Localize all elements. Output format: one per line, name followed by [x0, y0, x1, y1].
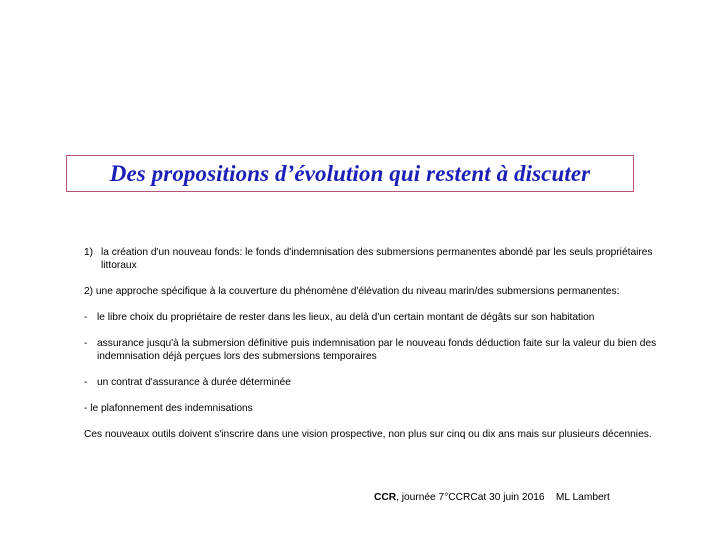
numbered-item-2	[84, 285, 688, 298]
item-1-marker: 1)	[84, 247, 94, 258]
bullet-3-text: un contrat d'assurance à durée déterminée	[97, 377, 291, 388]
bullet-item-2	[84, 337, 688, 363]
item-2-text: 2) une approche spécifique à la couverture du phénomène d'élévation du niveau marin/des submersions permanentes:	[84, 286, 620, 297]
bullet-3-marker: -	[84, 377, 88, 388]
bullet-2-text: assurance jusqu'à la submersion définitive puis indemnisation par le nouveau fonds déduction faite sur la valeur du bien des indemnisation déjà perçues lors des submersions temporaires	[97, 338, 657, 362]
slide-content	[84, 246, 688, 441]
plafonnement-text: - le plafonnement des indemnisations	[84, 403, 253, 414]
slide-title: Des propositions d’évolution qui restent à discuter	[109, 160, 591, 186]
numbered-item-1	[84, 246, 688, 272]
footer-event: , journée 7°CCRCat 30 juin 2016	[396, 492, 545, 503]
bullet-1-text: le libre choix du propriétaire de rester dans les lieux, au delà d'un certain montant de dégâts sur son habitation	[97, 312, 595, 323]
title-box	[66, 155, 634, 192]
item-1-text: la création d'un nouveau fonds: le fonds d'indemnisation des submersions permanentes abondé par les seuls propriétaires littoraux	[101, 247, 653, 271]
bullet-1-marker: -	[84, 312, 88, 323]
bullet-item-1	[84, 311, 688, 324]
bullet-2-marker: -	[84, 338, 88, 349]
conclusion-paragraph	[84, 428, 688, 441]
conclusion-text: Ces nouveaux outils doivent s'inscrire dans une vision prospective, non plus sur cinq ou dix ans mais sur plusieurs décennies.	[84, 429, 652, 440]
slide-footer	[374, 492, 610, 503]
bullet-item-3	[84, 376, 688, 389]
footer-author: ML Lambert	[555, 492, 610, 503]
plafonnement-item	[84, 402, 688, 415]
footer-org: CCR	[374, 492, 397, 503]
